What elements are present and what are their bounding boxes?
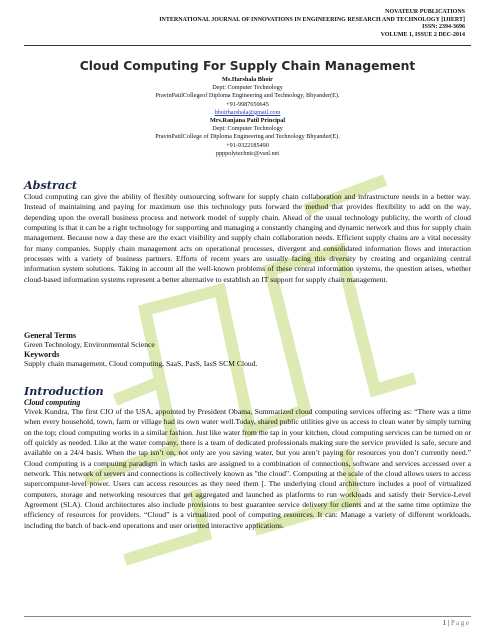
author-1-dept: Dept: Computer Technology (212, 84, 283, 92)
author-2-dept: Dept: Computer Technology (212, 125, 283, 133)
abstract-section (24, 178, 471, 285)
page-label: P a g e (450, 620, 469, 627)
header-divider (24, 45, 471, 46)
publisher-name: NOVATEUR PUBLICATIONS (385, 9, 465, 15)
footer-divider (24, 616, 471, 617)
cloud-computing-subheading: Cloud computing (24, 398, 81, 407)
issn: ISSN: 2394-3696 (422, 24, 465, 31)
introduction-section (24, 384, 471, 531)
author-2-name: Mrs.Ranjana Patil Principal (209, 117, 286, 125)
author-1-affiliation: PravinPatilCollegeof Diploma Engineering and Technology, Bhyander(E). (155, 92, 340, 100)
paper-title: Cloud Computing For Supply Chain Management (79, 59, 416, 73)
author-1-phone: +91-9987650645 (226, 100, 269, 108)
general-terms-section (24, 331, 471, 370)
author-1-name: Ms.Harshala Bhoir (222, 76, 273, 83)
journal-name: INTERNATIONAL JOURNAL OF INNOVATIONS IN ENGINEERING RESEARCH AND TECHNOLOGY [IJIERT] (159, 16, 465, 23)
page-footer (443, 620, 469, 627)
journal-header (159, 9, 465, 39)
keywords-text: Supply chain management, Cloud computing, SaaS, PasS, IasS SCM Cloud. (24, 359, 258, 369)
abstract-text: Cloud computing can give the ability of flexibly outsourcing software for supply chain collaboration and infrastructure needs in a better way. Instead of maintaining and paying for maximum use this technology puts forward the method that provides flexibility to add on the way, depending upon the overall business process and network model of supply chain. Ahead of the usual technology publicity, the worth of cloud computing is that it can be a right technology for supporting and managing a constantly changing and dynamic network and thus for supply chain management. Because now a day these are the exact visibility and supply chain collaboration needs. Efficient supply chains are a vital necessity for many companies. Supply chain management acts on operational processes, divergent and consolidated information flows and interaction processes with a variety of business partners. Efforts of recent years are usually facing this diversity by creating and organizing central information system solutions. Taking in account all the well-known problems of these central information systems, the question arises, whether cloud-based information systems represent a better alternative to establish an IT support for supply chain management. (24, 192, 471, 284)
introduction-heading: Introduction (24, 384, 104, 398)
abstract-heading: Abstract (24, 178, 78, 192)
volume-issue: VOLUME 1, ISSUE 2 DEC-2014 (380, 31, 465, 38)
author-2-affiliation: PravinPatilCollege of Diploma Engineering and Technology Bhyander(E). (155, 133, 340, 141)
general-terms-heading: General Terms (24, 331, 77, 340)
page-number: 1 (442, 620, 447, 627)
introduction-text: Vivek Kundra, The first CIO of the USA, appointed by President Obama, Summarized cloud computing services offering as: “There was a time when every household, town, farm or village had its own water well.Today, shared public utilities give us access to clean water by simply turning on the top; cloud computing works in a similar fashion. Just like water from the tap in your kitchen, cloud computing services can be turned on or off quickly as needed. Like at the water company, there is a team of dedicated professionals making sure the service provided is safe, secure and available on a 24/4 basis. When the tap isn’t on, not only are you saving water, but you aren’t paying for resources you don’t currently need.” Cloud computing is a computing paradigm in which tasks are assigned to a combination of connections, software and services accessed over a network. This network of servers and connections is collectively known as "the cloud". Computing at the scale of the cloud allows users to access supercomputer-level power. Users can access resources as they need them [. The underlying cloud architecture includes a pool of virtualized computers, storage and networking resources that get aggregated and launched as platforms to run workloads and satisfy their Service-Level Agreement (SLA). Cloud architectures also include provisions to best guarantee service delivery for clients and at the same time optimize the efficiency of resources for providers. “Cloud” is a virtualized pool of computing resources. It can: Manage a variety of different workloads, including the batch of back-end operations and user oriented interactive applications. (24, 407, 471, 530)
author-1-email-link[interactable]: bhoirharshala@gmail.com (214, 108, 281, 116)
keywords-heading: Keywords (24, 350, 60, 360)
author-2-phone: +91-9322185490 (226, 141, 269, 149)
author-2-email: ppppolytechnic@vsnl.net (215, 149, 280, 157)
general-terms-text: Green Technology, Environmental Science (24, 340, 155, 349)
footer-separator: | (447, 620, 450, 627)
author-block (0, 76, 495, 158)
